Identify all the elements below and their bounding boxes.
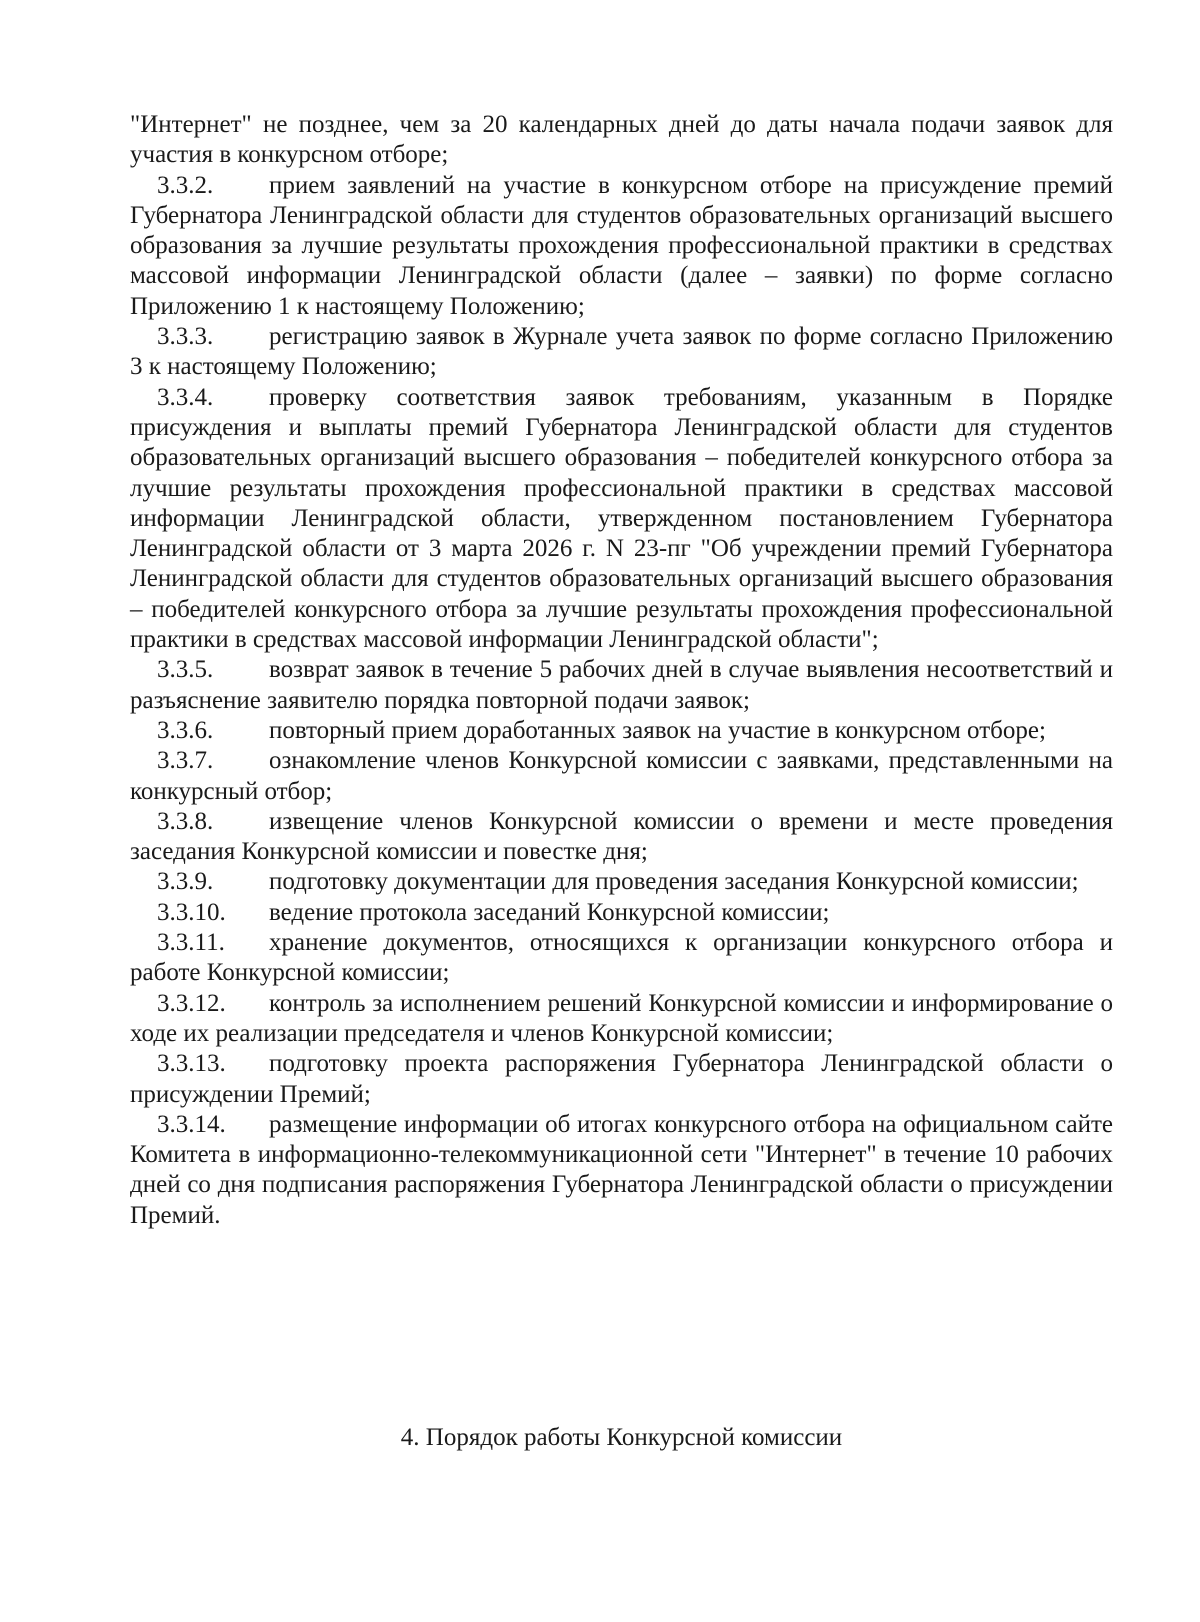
item-text: ознакомление членов Конкурсной комиссии с заявками, представленными на конкурсный отбор; — [130, 747, 1113, 805]
item-text: хранение документов, относящихся к организации конкурсного отбора и работе Конкурсной комиссии; — [130, 929, 1113, 987]
item-number: 3.3.3. — [157, 323, 214, 351]
list-item — [130, 807, 1113, 868]
item-number: 3.3.12. — [157, 989, 226, 1017]
item-number: 3.3.5. — [157, 656, 214, 684]
intro-paragraph: "Интернет" не позднее, чем за 20 календарных дней до даты начала подачи заявок для участия в конкурсном отборе; — [130, 111, 1113, 169]
list-item — [130, 1049, 1113, 1110]
item-text: размещение информации об итогах конкурсного отбора на официальном сайте Комитета в информационно-телекоммуникационной сети "Интернет" в течение 10 рабочих дней со дня подписания распоряжения Губернатора Ленинградской области о присуждении Премий. — [130, 1110, 1113, 1229]
item-number: 3.3.14. — [157, 1110, 226, 1138]
item-text: регистрацию заявок в Журнале учета заявок по форме согласно Приложению 3 к настоящему Положению; — [130, 323, 1113, 381]
list-item — [130, 898, 1113, 928]
item-number: 3.3.2. — [157, 171, 214, 199]
item-number: 3.3.9. — [157, 868, 214, 896]
list-item — [130, 716, 1113, 746]
list-item — [130, 655, 1113, 716]
item-text: прием заявлений на участие в конкурсном отборе на присуждение премий Губернатора Ленинградской области для студентов образовательных организаций высшего образования за лучшие результаты прохождения профессиональной практики в средствах массовой информации Ленинградской области (далее – заявки) по форме согласно Приложению 1 к настоящему Положению; — [130, 171, 1113, 320]
item-number: 3.3.6. — [157, 716, 214, 744]
document-body — [130, 110, 1113, 1231]
item-text: извещение членов Конкурсной комиссии о времени и месте проведения заседания Конкурсной комиссии и повестке дня; — [130, 807, 1113, 866]
item-text: подготовку проекта распоряжения Губернатора Ленинградской области о присуждении Премий; — [130, 1050, 1113, 1108]
item-text: повторный прием доработанных заявок на участие в конкурсном отборе; — [269, 716, 1046, 744]
item-number: 3.3.8. — [157, 807, 214, 835]
item-number: 3.3.4. — [157, 383, 214, 411]
item-text: ведение протокола заседаний Конкурсной комиссии; — [269, 898, 830, 926]
item-text: проверку соответствия заявок требованиям, указанным в Порядке присуждения и выплаты премий Губернатора Ленинградской области для студентов образовательных организаций высшего образования – победителей конкурсного отбора за лучшие результаты прохождения профессиональной практики в средствах массовой информации Ленинградской области, утвержденном постановлением Губернатора Ленинградской области от 3 марта 2026 г. N 23-пг "Об учреждении премий Губернатора Ленинградской области для студентов образовательных организаций высшего образования – победителей конкурсного отбора за лучшие результаты прохождения профессиональной практики в средствах массовой информации Ленинградской области"; — [130, 383, 1113, 654]
list-item — [130, 989, 1113, 1050]
list-item — [130, 1110, 1113, 1231]
list-item — [130, 322, 1113, 383]
item-text: подготовку документации для проведения заседания Конкурсной комиссии; — [269, 868, 1079, 896]
list-item — [130, 171, 1113, 322]
item-number: 3.3.11. — [157, 929, 225, 957]
item-text: контроль за исполнением решений Конкурсной комиссии и информирование о ходе их реализации председателя и членов Конкурсной комиссии; — [130, 989, 1113, 1047]
item-number: 3.3.10. — [157, 898, 226, 926]
list-item — [130, 867, 1113, 897]
list-item — [130, 746, 1113, 807]
section-heading: 4. Порядок работы Конкурсной комиссии — [400, 1424, 843, 1451]
list-item — [130, 928, 1113, 989]
item-number: 3.3.7. — [157, 747, 214, 775]
item-text: возврат заявок в течение 5 рабочих дней в случае выявления несоответствий и разъяснение заявителю порядка повторной подачи заявок; — [130, 656, 1113, 714]
item-number: 3.3.13. — [157, 1050, 226, 1078]
list-item — [130, 383, 1113, 656]
